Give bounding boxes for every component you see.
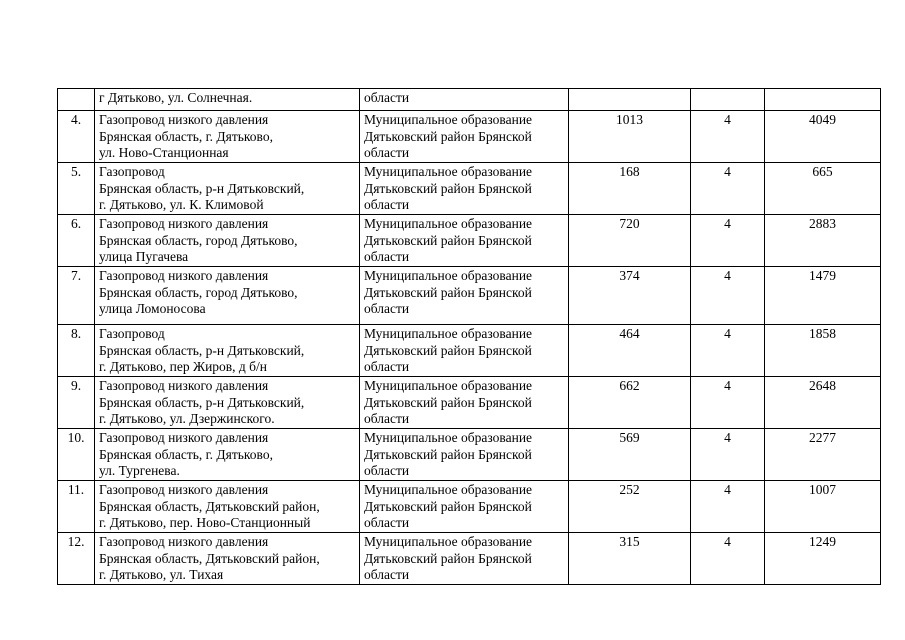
object-name-line: Брянская область, Дятьковский район, [99,498,320,514]
owner-line: области [364,145,410,160]
owner-line: области [364,301,410,316]
length-cell: 374 [569,267,691,325]
row-number-cell: 4. [58,111,95,163]
length-cell: 569 [569,429,691,481]
object-name-line: г. Дятьково, ул. Тихая [99,567,224,582]
length-cell: 1013 [569,111,691,163]
object-name-line: Брянская область, город Дятьково, [99,232,298,248]
owner-line: Дятьковский район Брянской [364,342,532,358]
object-name-line: Брянская область, г. Дятьково, [99,128,273,144]
value-cell: 1249 [765,533,881,585]
value-cell: 1479 [765,267,881,325]
owner-cell [360,163,569,215]
value-cell: 4049 [765,111,881,163]
row-number-cell: 9. [58,377,95,429]
owner-cell [360,377,569,429]
object-name-line: Брянская область, р-н Дятьковский, [99,394,305,410]
owner-cell [360,111,569,163]
owner-line: области [364,411,410,426]
count-cell: 4 [691,429,765,481]
count-cell: 4 [691,163,765,215]
value-cell: 2277 [765,429,881,481]
object-name-cell [95,111,360,163]
owner-cell [360,481,569,533]
object-name-line: Газопровод низкого давления [99,430,269,445]
value-cell: 1858 [765,325,881,377]
owner-line: области [364,359,410,374]
object-name-line: Газопровод низкого давления [99,216,269,231]
owner-line: Муниципальное образование [364,112,533,127]
object-name-line: Газопровод [99,326,165,341]
owner-line: области [364,90,410,105]
owner-line: Муниципальное образование [364,430,533,445]
object-name-line: Брянская область, р-н Дятьковский, [99,342,305,358]
row-number-cell: 6. [58,215,95,267]
count-cell: 4 [691,267,765,325]
object-name-line: Газопровод низкого давления [99,378,269,393]
owner-line: Муниципальное образование [364,482,533,497]
owner-line: Муниципальное образование [364,216,533,231]
table-row [58,481,881,533]
owner-line: области [364,515,410,530]
row-number-cell: 8. [58,325,95,377]
owner-line: Дятьковский район Брянской [364,394,532,410]
owner-line: Муниципальное образование [364,268,533,283]
object-name-line: ул. Тургенева. [99,463,180,478]
count-cell: 4 [691,533,765,585]
owner-line: Дятьковский район Брянской [364,446,532,462]
owner-line: области [364,249,410,264]
table-row [58,377,881,429]
owner-line: Муниципальное образование [364,534,533,549]
object-name-cell [95,377,360,429]
owner-line: Дятьковский район Брянской [364,284,532,300]
owner-line: Муниципальное образование [364,378,533,393]
count-cell: 4 [691,325,765,377]
row-number-cell: 10. [58,429,95,481]
gas-pipeline-registry-table [57,88,881,585]
object-name-cell [95,481,360,533]
object-name-line: Брянская область, город Дятьково, [99,284,298,300]
object-name-line: Газопровод низкого давления [99,112,269,127]
object-name-cell [95,325,360,377]
row-number-cell [58,89,95,111]
table-row [58,267,881,325]
owner-line: области [364,567,410,582]
owner-line: Дятьковский район Брянской [364,180,532,196]
object-name-line: Брянская область, Дятьковский район, [99,550,320,566]
owner-line: Дятьковский район Брянской [364,128,532,144]
length-cell: 252 [569,481,691,533]
owner-line: Дятьковский район Брянской [364,550,532,566]
owner-cell [360,89,569,111]
length-cell: 464 [569,325,691,377]
object-name-line: г. Дятьково, пер Жиров, д б/н [99,359,268,374]
value-cell: 2648 [765,377,881,429]
registry-table-body [58,89,881,585]
owner-cell [360,215,569,267]
owner-line: Муниципальное образование [364,164,533,179]
object-name-line: Газопровод низкого давления [99,268,269,283]
value-cell: 665 [765,163,881,215]
count-cell: 4 [691,111,765,163]
count-cell [691,89,765,111]
length-cell: 662 [569,377,691,429]
row-number-cell: 12. [58,533,95,585]
owner-cell [360,429,569,481]
row-number-cell: 5. [58,163,95,215]
object-name-cell [95,89,360,111]
table-row [58,533,881,585]
table-row [58,111,881,163]
object-name-cell [95,533,360,585]
table-row [58,429,881,481]
object-name-line: Газопровод [99,164,165,179]
row-number-cell: 11. [58,481,95,533]
object-name-line: г. Дятьково, пер. Ново-Станционный [99,515,311,530]
object-name-line: г. Дятьково, ул. Дзержинского. [99,411,275,426]
owner-cell [360,325,569,377]
table-row [58,163,881,215]
count-cell: 4 [691,215,765,267]
object-name-line: г. Дятьково, ул. К. Климовой [99,197,264,212]
value-cell: 1007 [765,481,881,533]
object-name-cell [95,215,360,267]
owner-line: Дятьковский район Брянской [364,232,532,248]
length-cell: 168 [569,163,691,215]
count-cell: 4 [691,481,765,533]
object-name-line: г Дятьково, ул. Солнечная. [99,90,253,105]
owner-cell [360,533,569,585]
count-cell: 4 [691,377,765,429]
object-name-line: улица Ломоносова [99,301,206,316]
object-name-line: ул. Ново-Станционная [99,145,229,160]
table-row-continuation [58,89,881,111]
length-cell: 315 [569,533,691,585]
owner-line: области [364,197,410,212]
object-name-cell [95,163,360,215]
owner-line: Дятьковский район Брянской [364,498,532,514]
object-name-line: Брянская область, р-н Дятьковский, [99,180,305,196]
object-name-line: Брянская область, г. Дятьково, [99,446,273,462]
object-name-line: улица Пугачева [99,249,189,264]
length-cell: 720 [569,215,691,267]
object-name-line: Газопровод низкого давления [99,534,269,549]
value-cell [765,89,881,111]
length-cell [569,89,691,111]
owner-line: Муниципальное образование [364,326,533,341]
object-name-cell [95,429,360,481]
object-name-line: Газопровод низкого давления [99,482,269,497]
table-row [58,325,881,377]
row-number-cell: 7. [58,267,95,325]
table-row [58,215,881,267]
owner-line: области [364,463,410,478]
object-name-cell [95,267,360,325]
owner-cell [360,267,569,325]
value-cell: 2883 [765,215,881,267]
